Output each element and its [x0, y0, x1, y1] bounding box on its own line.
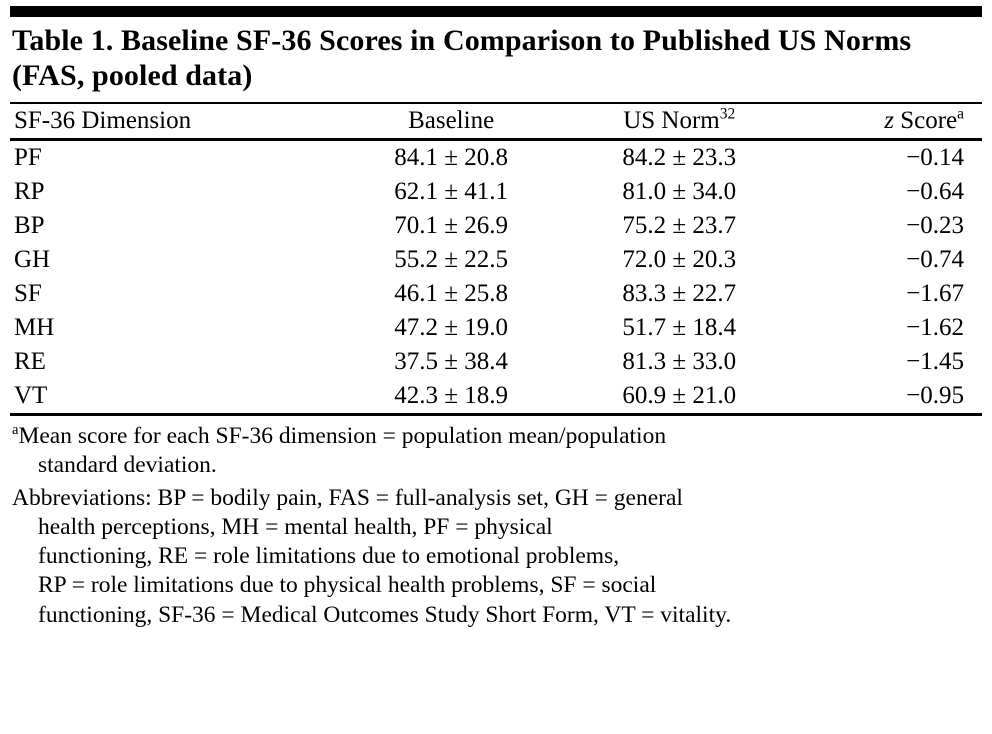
table-page [0, 6, 992, 734]
cell-z-score: −0.14 [906, 143, 964, 171]
column-header-dimension: SF-36 Dimension [14, 106, 192, 134]
cell-z-score: −0.74 [906, 245, 964, 273]
cell-baseline: 70.1 ± 26.9 [394, 211, 508, 239]
abbrev-line1: Abbreviations: BP = bodily pain, FAS = full-analysis set, GH = general [12, 485, 683, 512]
abbrev-line5: functioning, SF-36 = Medical Outcomes Study Short Form, VT = vitality. [38, 601, 732, 628]
table-top-rule [10, 6, 982, 17]
cell-baseline: 62.1 ± 41.1 [394, 177, 508, 205]
cell-us-norm: 81.3 ± 33.0 [622, 347, 737, 375]
cell-dimension: PF [14, 143, 42, 171]
cell-baseline: 46.1 ± 25.8 [394, 279, 508, 307]
cell-us-norm: 81.0 ± 34.0 [622, 177, 737, 205]
column-header-us-norm-superscript: 32 [719, 105, 736, 123]
table-title: Table 1. Baseline SF-36 Scores in Comparison to Published US Norms (FAS, pooled data) [12, 24, 912, 93]
table-row [10, 141, 982, 175]
cell-baseline: 84.1 ± 20.8 [394, 143, 508, 171]
footnote-a [12, 422, 982, 480]
column-header-z-score-superscript: a [957, 105, 964, 123]
cell-us-norm: 72.0 ± 20.3 [622, 245, 737, 273]
cell-us-norm: 60.9 ± 21.0 [622, 381, 737, 409]
cell-us-norm: 51.7 ± 18.4 [622, 313, 737, 341]
footnote-a-line2: standard deviation. [38, 451, 217, 478]
table-row [10, 345, 982, 379]
table-row [10, 277, 982, 311]
footnote-a-line1: Mean score for each SF-36 dimension = population mean/population [18, 422, 667, 449]
table-body [10, 141, 982, 413]
column-header-us-norm [565, 104, 793, 138]
cell-us-norm: 84.2 ± 23.3 [622, 143, 737, 171]
cell-baseline: 47.2 ± 19.0 [394, 313, 508, 341]
table-header [10, 104, 982, 138]
table-row [10, 379, 982, 413]
cell-z-score: −0.64 [906, 177, 964, 205]
cell-dimension: GH [14, 245, 51, 273]
sf36-scores-body-table [10, 141, 982, 413]
column-header-z-score [793, 104, 982, 138]
cell-dimension: RE [14, 347, 46, 375]
cell-baseline: 55.2 ± 22.5 [394, 245, 508, 273]
cell-dimension: VT [14, 381, 48, 409]
cell-dimension: RP [14, 177, 45, 205]
column-header-z-symbol: z [884, 106, 894, 134]
cell-us-norm: 83.3 ± 22.7 [622, 279, 737, 307]
table-row [10, 175, 982, 209]
table-header-row [10, 104, 982, 138]
footnote-a-marker: a [12, 421, 19, 438]
column-header-z-score-text: Score [893, 106, 958, 134]
cell-baseline: 42.3 ± 18.9 [394, 381, 508, 409]
cell-z-score: −1.62 [906, 313, 964, 341]
column-header-baseline: Baseline [408, 106, 495, 134]
cell-z-score: −1.67 [906, 279, 964, 307]
cell-baseline: 37.5 ± 38.4 [394, 347, 508, 375]
table-row [10, 243, 982, 277]
table-row [10, 311, 982, 345]
cell-dimension: SF [14, 279, 42, 307]
cell-dimension: MH [14, 313, 55, 341]
cell-z-score: −0.95 [906, 381, 964, 409]
abbrev-line3: functioning, RE = role limitations due to emotional problems, [38, 543, 620, 570]
cell-us-norm: 75.2 ± 23.7 [622, 211, 737, 239]
cell-z-score: −0.23 [906, 211, 964, 239]
table-row [10, 209, 982, 243]
cell-dimension: BP [14, 211, 45, 239]
table-bottom-rule [10, 413, 982, 416]
cell-z-score: −1.45 [906, 347, 964, 375]
table-footnotes [10, 422, 982, 630]
footnote-abbreviations [12, 484, 982, 630]
column-header-us-norm-text: US Norm [623, 106, 720, 134]
abbrev-line4: RP = role limitations due to physical health problems, SF = social [38, 572, 657, 599]
abbrev-line2: health perceptions, MH = mental health, PF = physical [38, 514, 553, 541]
sf36-scores-table [10, 104, 982, 138]
